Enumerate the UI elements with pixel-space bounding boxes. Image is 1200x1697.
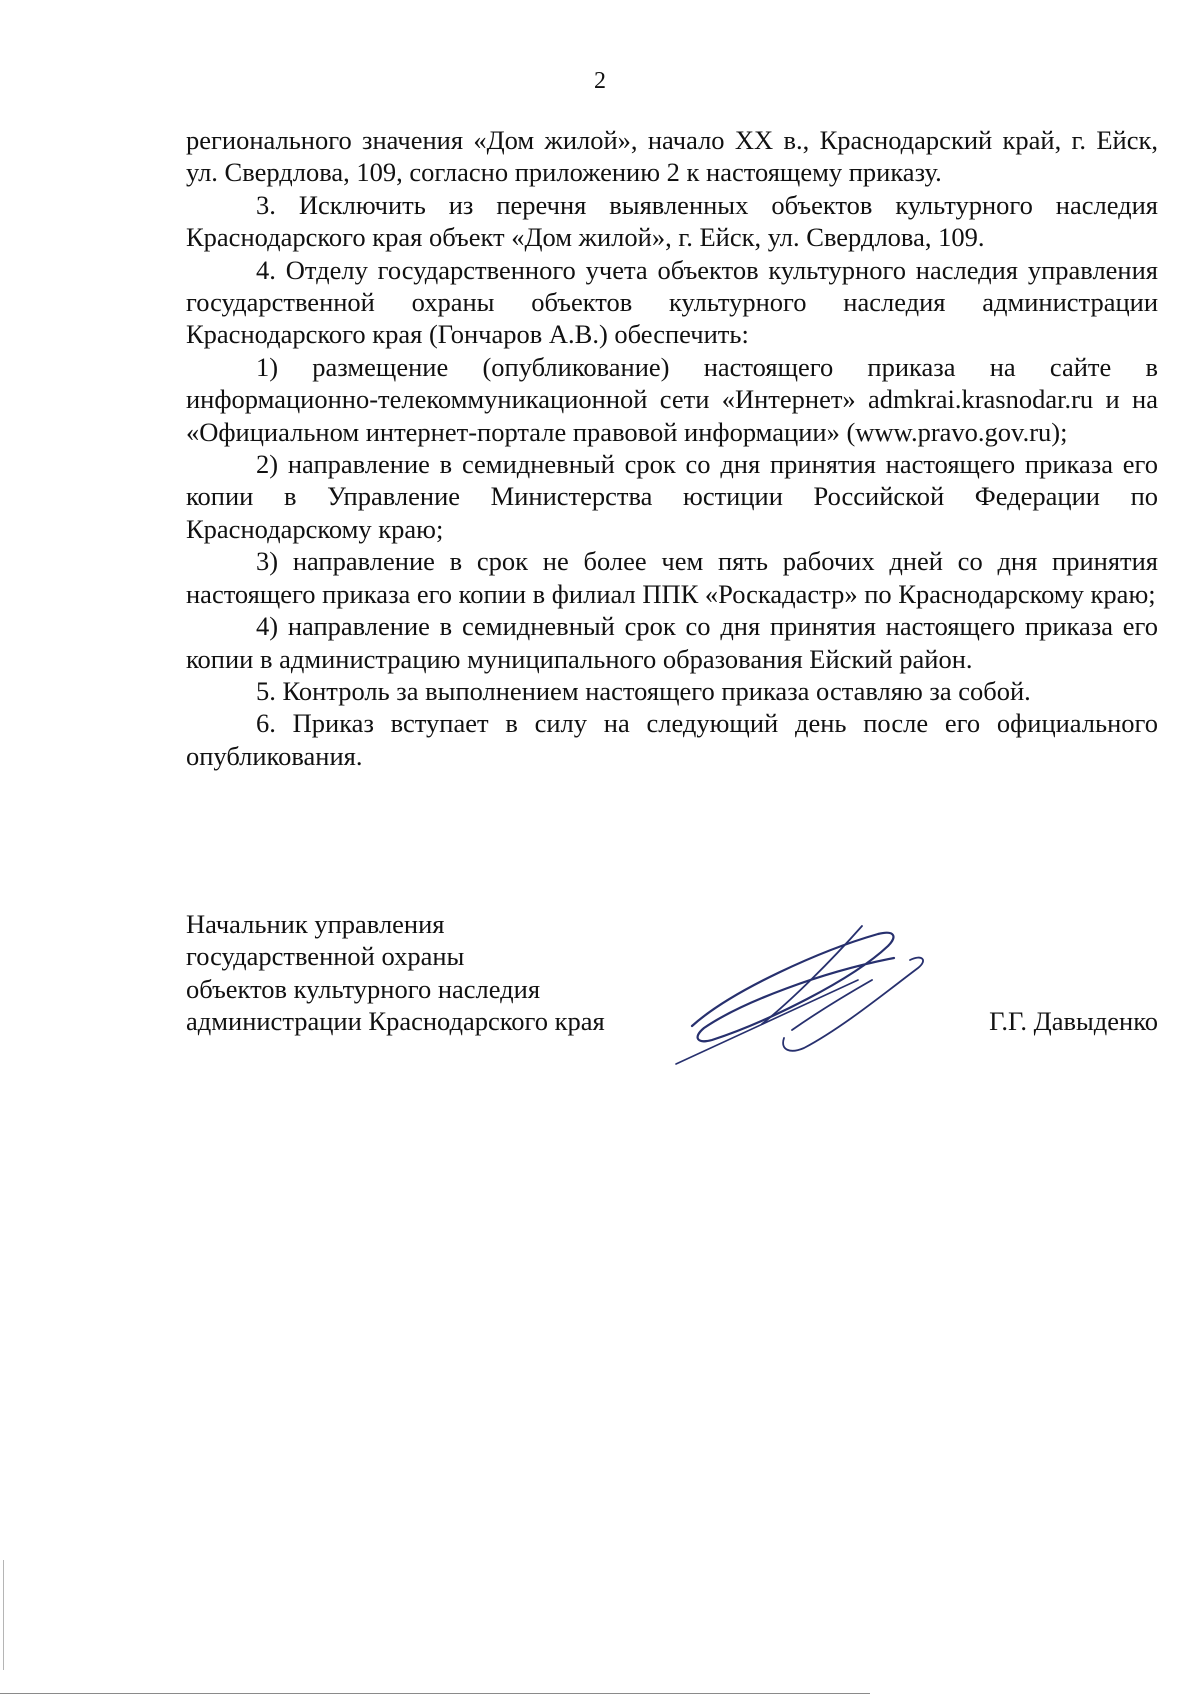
paragraph-subitem-3: 3) направление в срок не более чем пять рабочих дней со дня принятия настоящего приказа его копии в филиал ППК «Роскадастр» по Краснодарскому краю;	[186, 546, 1158, 609]
paragraph-continuation: регионального значения «Дом жилой», начало XX в., Краснодарский край, г. Ейск, ул. Свердлова, 109, согласно приложению 2 к настоящему приказу.	[186, 125, 1159, 188]
position-line: Начальник управления	[186, 909, 445, 939]
paragraph-subitem-2: 2) направление в семидневный срок со дня принятия настоящего приказа его копии в Управление Министерства юстиции Российской Федерации по Краснодарскому краю;	[186, 449, 1158, 544]
scan-bottom-edge	[0, 1693, 870, 1694]
paragraph-item-5: 5. Контроль за выполнением настоящего приказа оставляю за собой.	[256, 675, 1031, 706]
paragraph-subitem-1: 1) размещение (опубликование) настоящего приказа на сайте в информационно-телекоммуникационной сети «Интернет» admkrai.krasnodar.ru и на «Официальном интернет-портале правовой информации» (www.pravo.gov.ru);	[186, 351, 1158, 447]
page-number: 2	[594, 68, 606, 94]
paragraph-item-4: 4. Отделу государственного учета объектов культурного наследия управления государственной охраны объектов культурного наследия администрации Краснодарского края (Гончаров А.В.) обеспечить:	[186, 254, 1158, 350]
signatory-position	[186, 908, 605, 1038]
signer-name: Г.Г. Давыденко	[989, 1006, 1158, 1036]
document-body	[186, 124, 1158, 772]
paragraph-item-3: 3. Исключить из перечня выявленных объектов культурного наследия Краснодарского края объект «Дом жилой», г. Ейск, ул. Свердлова, 109.	[186, 189, 1158, 253]
position-line: администрации Краснодарского края	[186, 1006, 605, 1037]
paragraph-item-6: 6. Приказ вступает в силу на следующий день после его официального опубликования.	[186, 708, 1158, 771]
position-line: объектов культурного наследия	[186, 973, 541, 1004]
paragraph-subitem-4: 4) направление в семидневный срок со дня принятия настоящего приказа его копии в администрацию муниципального образования Ейский район.	[186, 611, 1158, 674]
scan-margin-mark	[3, 1560, 4, 1670]
position-line: государственной охраны	[186, 941, 465, 972]
handwritten-signature	[672, 920, 952, 1070]
